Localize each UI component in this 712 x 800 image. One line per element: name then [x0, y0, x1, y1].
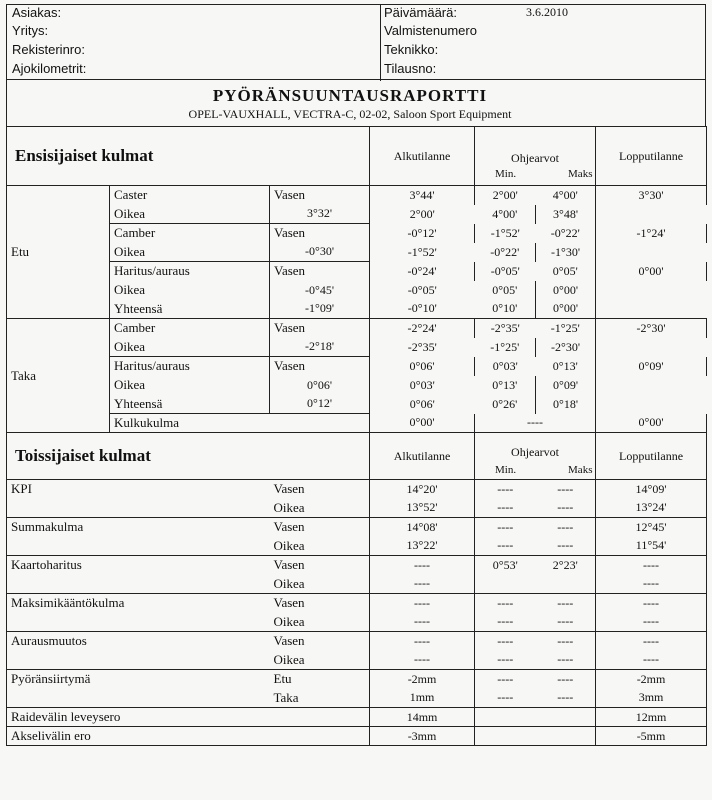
- side-label: [270, 708, 370, 727]
- secondary-row: [7, 632, 707, 651]
- col-initial-header: Alkutilanne: [370, 433, 475, 480]
- item-label: Akselivälin ero: [7, 727, 270, 746]
- col-final-header: Lopputilanne: [596, 127, 707, 186]
- secondary-row: [7, 575, 707, 594]
- item-label: Haritus/auraus: [110, 357, 270, 376]
- side-label: Oikea: [110, 281, 270, 300]
- final-value: 14°09': [596, 480, 707, 499]
- initial-value: -2mm: [370, 670, 475, 689]
- min-value: [475, 708, 536, 727]
- group-label-rear: Taka: [7, 319, 110, 433]
- col-initial-header: Alkutilanne: [370, 127, 475, 186]
- reference-title: Ohjearvot: [511, 151, 560, 165]
- side-label: Oikea: [270, 537, 370, 556]
- initial-value: ----: [370, 613, 475, 632]
- min-value: 2°00': [370, 205, 475, 224]
- col-reference-header: [475, 433, 596, 480]
- item-label: [7, 537, 270, 556]
- final-value: -2°30': [596, 319, 707, 338]
- min-value: ----: [475, 594, 536, 613]
- initial-value: 3°32': [270, 205, 370, 224]
- max-value: [536, 727, 596, 746]
- initial-value: 14mm: [370, 708, 475, 727]
- final-value: 0°09': [596, 357, 707, 376]
- min-value: 0°53': [475, 556, 536, 575]
- min-value: ----: [475, 537, 536, 556]
- side-label: Vasen: [270, 319, 370, 338]
- final-value: 12°45': [596, 518, 707, 537]
- item-label: Caster: [110, 186, 270, 205]
- order-label: Tilausno:: [384, 61, 437, 76]
- initial-value: 14°20': [370, 480, 475, 499]
- min-value: 0°03': [370, 376, 475, 395]
- secondary-row: [7, 708, 707, 727]
- min-value: -2°35': [370, 338, 475, 357]
- secondary-row: [7, 651, 707, 670]
- primary-row: [7, 300, 707, 319]
- side-label: [270, 727, 370, 746]
- max-value: ----: [536, 499, 596, 518]
- reference-header-block: [475, 433, 595, 479]
- final-value: 3°30': [596, 186, 707, 205]
- primary-row: [7, 414, 707, 433]
- side-label: Taka: [270, 689, 370, 708]
- min-value: ----: [475, 499, 536, 518]
- final-value: -1°24': [596, 224, 707, 243]
- final-value: 12mm: [596, 708, 707, 727]
- secondary-row: [7, 556, 707, 575]
- secondary-row: [7, 499, 707, 518]
- max-value: [536, 708, 596, 727]
- reference-value: ----: [475, 414, 596, 433]
- min-value: [475, 575, 536, 594]
- max-value: 0°10': [475, 300, 536, 319]
- mileage-label: Ajokilometrit:: [12, 61, 87, 76]
- initial-value: -0°30': [270, 243, 370, 262]
- col-reference-header: [475, 127, 596, 186]
- final-value: 0°00': [536, 281, 596, 300]
- primary-row: [7, 376, 707, 395]
- initial-value: 0°06': [270, 376, 370, 395]
- item-label: [7, 575, 270, 594]
- final-value: 3°48': [536, 205, 596, 224]
- max-value: -1°25': [475, 338, 536, 357]
- item-label: Kulkukulma: [110, 414, 370, 433]
- final-value: 0°00': [596, 262, 707, 281]
- side-label: Etu: [270, 670, 370, 689]
- item-label: [7, 689, 270, 708]
- section-heading: Toissijaiset kulmat: [7, 433, 370, 480]
- max-value: ----: [536, 594, 596, 613]
- min-value: 2°00': [475, 186, 536, 205]
- side-label: Vasen: [270, 594, 370, 613]
- initial-value: ----: [370, 556, 475, 575]
- final-value: -2mm: [596, 670, 707, 689]
- side-label: Oikea: [110, 205, 270, 224]
- max-value: 0°26': [475, 395, 536, 414]
- primary-row: [7, 281, 707, 300]
- initial-value: 0°00': [370, 414, 475, 433]
- max-value: ----: [536, 670, 596, 689]
- final-value: -5mm: [596, 727, 707, 746]
- max-value: 4°00': [475, 205, 536, 224]
- initial-value: -2°18': [270, 338, 370, 357]
- max-value: -0°22': [536, 224, 596, 243]
- item-label: Haritus/auraus: [110, 262, 270, 281]
- min-value: -0°05': [370, 281, 475, 300]
- side-label: Oikea: [270, 575, 370, 594]
- max-value: 0°13': [536, 357, 596, 376]
- item-label: KPI: [7, 480, 270, 499]
- item-label: [7, 613, 270, 632]
- primary-row: [7, 338, 707, 357]
- initial-value: ----: [370, 594, 475, 613]
- primary-row: [7, 319, 707, 338]
- max-value: ----: [536, 613, 596, 632]
- item-label: [7, 499, 270, 518]
- initial-value: 13°52': [370, 499, 475, 518]
- max-value: ----: [536, 632, 596, 651]
- min-value: -2°35': [475, 319, 536, 338]
- secondary-header-row: [7, 433, 707, 480]
- initial-value: 0°12': [270, 395, 370, 414]
- serial-label: Valmistenumero: [384, 23, 477, 38]
- max-value: 0°05': [475, 281, 536, 300]
- side-label: Vasen: [270, 224, 370, 243]
- initial-value: 1mm: [370, 689, 475, 708]
- initial-value: -2°24': [370, 319, 475, 338]
- reference-header-block: [475, 127, 595, 185]
- registration-label: Rekisterinro:: [12, 42, 85, 57]
- primary-row: [7, 395, 707, 414]
- side-label: Vasen: [270, 632, 370, 651]
- final-value: ----: [596, 613, 707, 632]
- final-value: 0°00': [596, 414, 707, 433]
- min-value: -0°10': [370, 300, 475, 319]
- min-value: ----: [475, 613, 536, 632]
- max-value: 0°05': [536, 262, 596, 281]
- technician-label: Teknikko:: [384, 42, 439, 57]
- date-label: Päivämäärä:: [384, 5, 457, 20]
- primary-row: [7, 243, 707, 262]
- item-label: Aurausmuutos: [7, 632, 270, 651]
- item-label: Kaartoharitus: [7, 556, 270, 575]
- max-value: 2°23': [536, 556, 596, 575]
- max-value: ----: [536, 537, 596, 556]
- primary-row: [7, 186, 707, 205]
- min-value: ----: [475, 670, 536, 689]
- side-label: Vasen: [270, 556, 370, 575]
- side-label: Oikea: [270, 499, 370, 518]
- item-label: Maksimikääntökulma: [7, 594, 270, 613]
- secondary-row: [7, 594, 707, 613]
- reference-title: Ohjearvot: [511, 445, 560, 459]
- secondary-row: [7, 727, 707, 746]
- min-value: -1°52': [370, 243, 475, 262]
- initial-value: 14°08': [370, 518, 475, 537]
- header-divider: [380, 5, 381, 81]
- min-value: 0°06': [370, 395, 475, 414]
- initial-value: -0°45': [270, 281, 370, 300]
- side-label: Oikea: [270, 613, 370, 632]
- max-value: ----: [536, 480, 596, 499]
- side-label: Vasen: [270, 480, 370, 499]
- initial-value: -0°12': [370, 224, 475, 243]
- secondary-row: [7, 537, 707, 556]
- final-value: 0°00': [536, 300, 596, 319]
- min-value: -1°52': [475, 224, 536, 243]
- final-value: -2°30': [536, 338, 596, 357]
- page-title: PYÖRÄNSUUNTAUSRAPORTTI: [212, 86, 488, 105]
- side-label: Yhteensä: [110, 300, 270, 319]
- final-value: 3mm: [596, 689, 707, 708]
- max-value: ----: [536, 651, 596, 670]
- item-label: Raidevälin leveysero: [7, 708, 270, 727]
- final-value: ----: [596, 575, 707, 594]
- primary-header-row: [7, 127, 707, 186]
- customer-label: Asiakas:: [12, 5, 62, 20]
- initial-value: 0°06': [370, 357, 475, 376]
- final-value: 0°09': [536, 376, 596, 395]
- primary-row: [7, 224, 707, 243]
- max-value: -1°25': [536, 319, 596, 338]
- max-value: ----: [536, 518, 596, 537]
- side-label: Yhteensä: [110, 395, 270, 414]
- final-value: 11°54': [596, 537, 707, 556]
- item-label: Pyöränsiirtymä: [7, 670, 270, 689]
- initial-value: -3mm: [370, 727, 475, 746]
- item-label: Summakulma: [7, 518, 270, 537]
- side-label: Oikea: [110, 338, 270, 357]
- initial-value: ----: [370, 575, 475, 594]
- max-value: [536, 575, 596, 594]
- secondary-row: [7, 689, 707, 708]
- side-label: Vasen: [270, 518, 370, 537]
- min-value: [475, 727, 536, 746]
- item-label: Camber: [110, 224, 270, 243]
- reference-min-label: Min.: [495, 168, 517, 180]
- min-value: ----: [475, 689, 536, 708]
- primary-row: [7, 357, 707, 376]
- initial-value: ----: [370, 632, 475, 651]
- final-value: -1°30': [536, 243, 596, 262]
- reference-min-label: Min.: [495, 464, 517, 476]
- item-label: Camber: [110, 319, 270, 338]
- initial-value: -1°09': [270, 300, 370, 319]
- final-value: ----: [596, 651, 707, 670]
- group-label-front: Etu: [7, 186, 110, 319]
- max-value: -0°22': [475, 243, 536, 262]
- side-label: Oikea: [110, 243, 270, 262]
- min-value: ----: [475, 480, 536, 499]
- secondary-row: [7, 518, 707, 537]
- final-value: ----: [596, 632, 707, 651]
- primary-row: [7, 205, 707, 224]
- secondary-row: [7, 613, 707, 632]
- side-label: Oikea: [270, 651, 370, 670]
- side-label: Vasen: [270, 357, 370, 376]
- company-label: Yritys:: [12, 23, 49, 38]
- min-value: ----: [475, 632, 536, 651]
- final-value: ----: [596, 594, 707, 613]
- vehicle-subtitle: OPEL-VAUXHALL, VECTRA-C, 02-02, Saloon Sport Equipment: [188, 107, 512, 121]
- final-value: 0°18': [536, 395, 596, 414]
- secondary-row: [7, 480, 707, 499]
- primary-row: [7, 262, 707, 281]
- final-value: 13°24': [596, 499, 707, 518]
- initial-value: 13°22': [370, 537, 475, 556]
- min-value: ----: [475, 651, 536, 670]
- min-value: 0°03': [475, 357, 536, 376]
- max-value: 4°00': [536, 186, 596, 205]
- date-value: 3.6.2010: [526, 5, 568, 19]
- final-value: ----: [596, 556, 707, 575]
- secondary-row: [7, 670, 707, 689]
- side-label: Vasen: [270, 186, 370, 205]
- max-value: ----: [536, 689, 596, 708]
- min-value: ----: [475, 518, 536, 537]
- reference-max-label: Maks: [568, 168, 593, 180]
- min-value: -0°05': [475, 262, 536, 281]
- side-label: Vasen: [270, 262, 370, 281]
- section-heading: Ensisijaiset kulmat: [7, 127, 370, 186]
- initial-value: 3°44': [370, 186, 475, 205]
- max-value: 0°13': [475, 376, 536, 395]
- alignment-table: [6, 126, 707, 746]
- item-label: [7, 651, 270, 670]
- side-label: Oikea: [110, 376, 270, 395]
- reference-max-label: Maks: [568, 464, 593, 476]
- initial-value: ----: [370, 651, 475, 670]
- col-final-header: Lopputilanne: [596, 433, 707, 480]
- header-box: [6, 4, 706, 80]
- initial-value: -0°24': [370, 262, 475, 281]
